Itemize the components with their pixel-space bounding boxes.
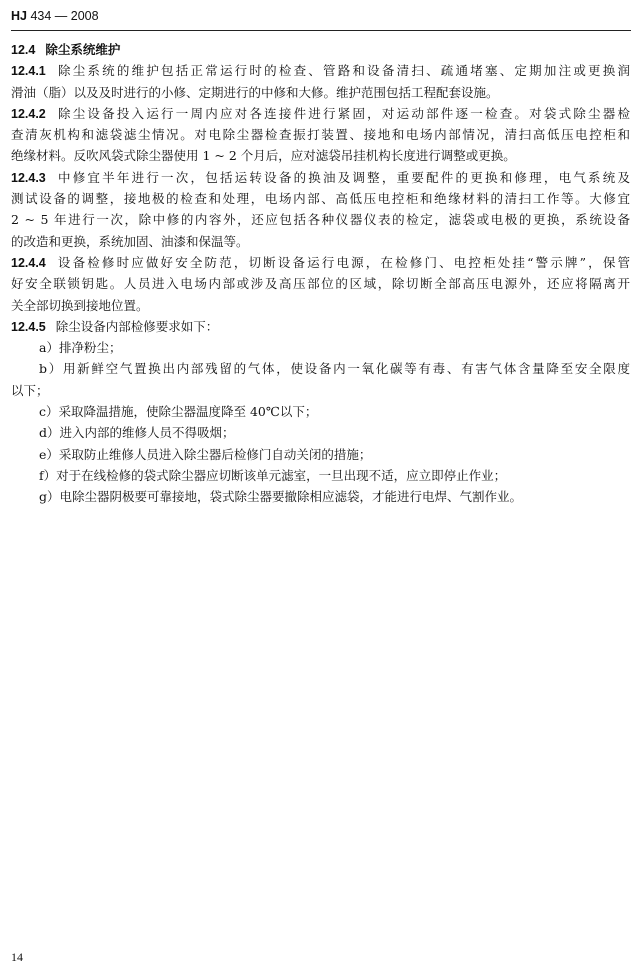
clause-text-line: 测试设备的调整，接地极的检查和处理，电场内部、高低压电控柜和绝缘材料的清扫工作等。大修宜: [11, 191, 630, 207]
standard-code: HJ: [11, 9, 27, 23]
clause-12-4-4: [11, 252, 630, 316]
list-item-b-cont: 以下；: [11, 382, 49, 398]
clause-text-line: 2 ~ 5 年进行一次，除中修的内容外，还应包括各种仪器仪表的检定，滤袋或电极的更换，系统设备: [11, 212, 630, 228]
clause-intro: 除尘设备内部检修要求如下：: [55, 318, 219, 334]
section-title: 除尘系统维护: [45, 43, 121, 57]
clause-number: 12.4.5: [11, 319, 46, 334]
clause-text-line: 除尘系统的维护包括正常运行时的检查、管路和设备清扫、疏通堵塞、定期加注或更换润: [55, 63, 630, 79]
clause-12-4-3: [11, 167, 630, 252]
clause-text-line: 滑油（脂）以及及时进行的小修、定期进行的中修和大修。维护范围包括工程配套设施。: [11, 84, 499, 100]
page-number: 14: [11, 950, 23, 964]
clause-text-line: 好安全联锁钥匙。人员进入电场内部或涉及高压部位的区域，除切断全部高压电源外，还应将隔离开: [11, 276, 630, 292]
list-item-e: e）采取防止维修人员进入除尘器后检修门自动关闭的措施；: [39, 446, 372, 462]
list-item-g: g）电除尘器阴极要可靠接地，袋式除尘器要撤除相应滤袋，才能进行电焊、气割作业。: [39, 489, 523, 505]
clause-12-4-5: [11, 316, 630, 508]
clause-number: 12.4.2: [11, 106, 46, 121]
section-number: 12.4: [11, 43, 36, 57]
clause-text-line: 查清灰机构和滤袋滤尘情况。对电除尘器检查振打装置、接地和电场内部情况，清扫高低压电控柜和: [11, 127, 630, 143]
clause-text-line: 除尘设备投入运行一周内应对各连接件进行紧固，对运动部件逐一检查。对袋式除尘器检: [55, 105, 630, 121]
list-item-f: f）对于在线检修的袋式除尘器应切断该单元滤室，一旦出现不适，应立即停止作业；: [39, 467, 507, 483]
clause-text-line: 设备检修时应做好安全防范，切断设备运行电源，在检修门、电控柜处挂“警示牌”，保管: [55, 254, 630, 270]
clause-text-line: 绝缘材料。反吹风袋式除尘器使用 1 ~ 2 个月后，应对滤袋吊挂机构长度进行调整或更换。: [11, 148, 516, 164]
clause-text-line: 关全部切换到接地位置。: [11, 297, 149, 313]
clause-12-4-2: [11, 103, 630, 167]
running-header: [11, 8, 99, 24]
section-heading: [11, 39, 630, 60]
list-item-b: b）用新鲜空气置换出内部残留的气体，使设备内一氧化碳等有毒、有害气体含量降至安全限度: [39, 361, 630, 377]
clause-12-4-1: [11, 60, 630, 103]
clause-number: 12.4.1: [11, 64, 46, 79]
clause-number: 12.4.4: [11, 255, 46, 270]
list-item-a: a）排净粉尘；: [39, 340, 122, 356]
list-item-c: c）采取降温措施，使除尘器温度降至 40℃以下；: [39, 404, 318, 420]
list-item-d: d）进入内部的维修人员不得吸烟；: [39, 425, 235, 441]
clause-text-line: 的改造和更换，系统加固、油漆和保温等。: [11, 233, 249, 249]
clause-text-line: 中修宜半年进行一次，包括运转设备的换油及调整，重要配件的更换和修理，电气系统及: [55, 169, 630, 185]
header-rule: [11, 30, 631, 31]
standard-number: 434 — 2008: [30, 9, 99, 23]
document-body: [11, 39, 630, 508]
clause-number: 12.4.3: [11, 170, 46, 185]
